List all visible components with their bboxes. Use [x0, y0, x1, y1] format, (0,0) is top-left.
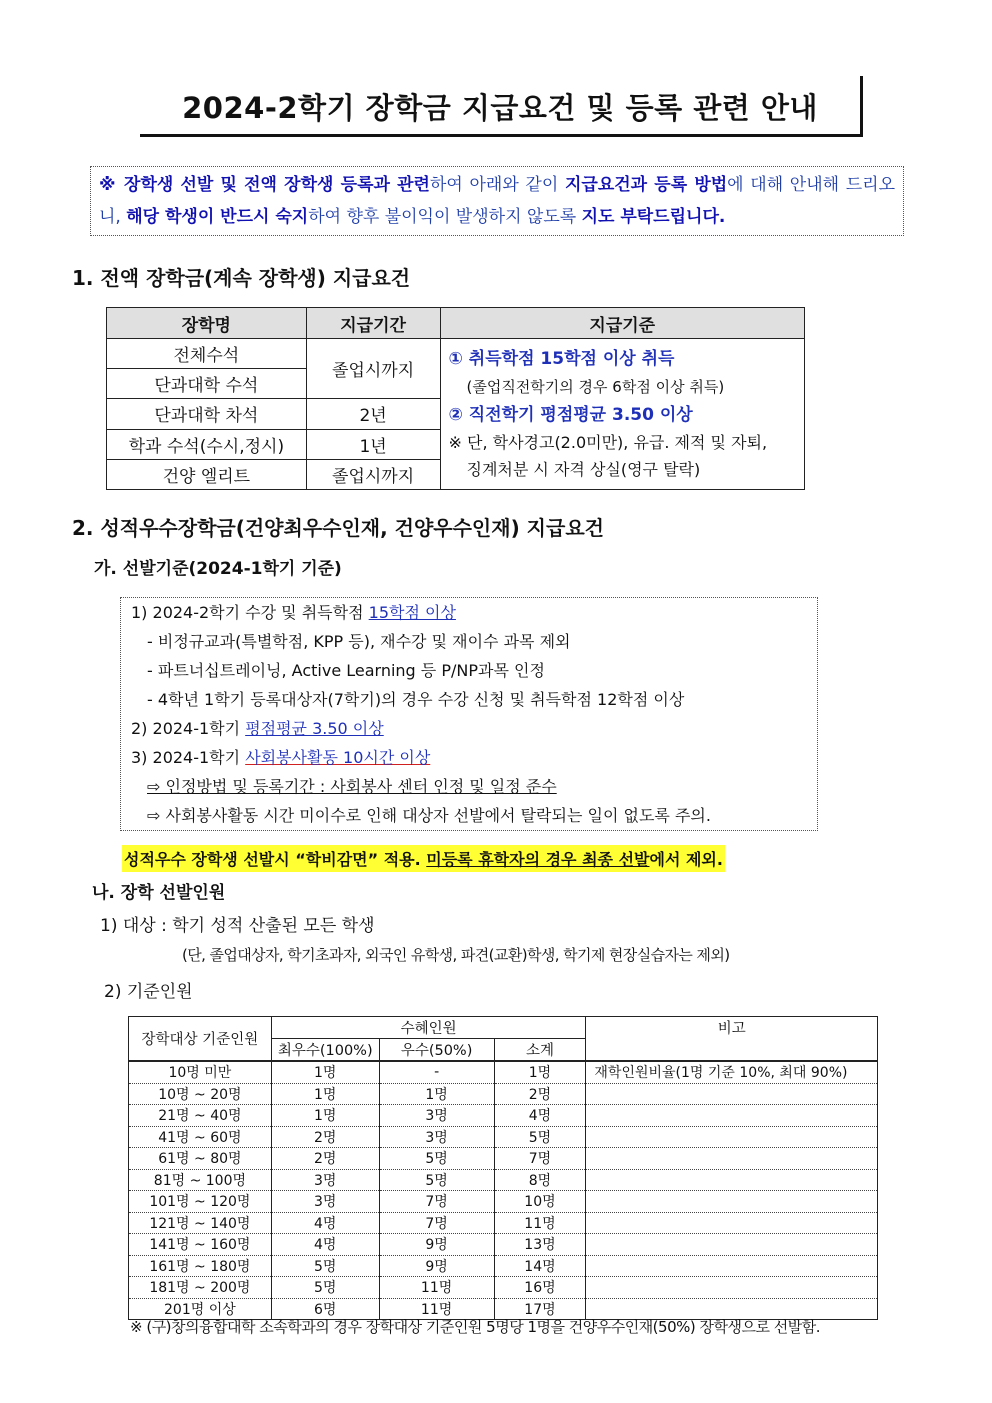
table-row	[129, 1148, 878, 1170]
col-header-subtotal: 소계	[494, 1039, 586, 1062]
subtotal-count: 8명	[494, 1169, 586, 1191]
notice-text: ※ 장학생 선발 및 전액 장학생 등록과 관련하여 아래와 같이 지급요건과 등록 방법에 대해 안내해 드리오니, 해당 학생이 반드시 숙지하여 향후 불이익이 발생하지 않도록 지도 부탁드립니다.	[99, 175, 896, 227]
subtotal-count: 7명	[494, 1148, 586, 1170]
scholarship-period: 졸업시까지	[306, 459, 440, 489]
table-header-row	[107, 308, 805, 339]
scholarship-name: 단과대학 수석	[107, 369, 307, 399]
top-count: 5명	[271, 1255, 379, 1277]
note-cell	[586, 1083, 878, 1105]
table-row	[129, 1191, 878, 1213]
subtotal-count: 10명	[494, 1191, 586, 1213]
excellent-count: 9명	[379, 1255, 494, 1277]
note-cell	[586, 1148, 878, 1170]
excellent-count: -	[379, 1061, 494, 1083]
criteria-item-1: 1) 2024-2학기 수강 및 취득학점 15학점 이상	[131, 603, 456, 622]
note-cell	[586, 1169, 878, 1191]
note-cell	[586, 1105, 878, 1127]
note-cell	[586, 1255, 878, 1277]
highlight-note: 성적우수 장학생 선발시 “학비감면” 적용. 미등록 휴학자의 경우 최종 선발에서 제외.	[122, 845, 725, 872]
base-range: 10명 미만	[129, 1061, 272, 1083]
quota-label: 2) 기준인원	[104, 982, 193, 1002]
scholarship-period: 졸업시까지	[306, 339, 440, 399]
criterion-disqualify: ※ 단, 학사경고(2.0미만), 유급. 제적 및 자퇴,	[448, 433, 768, 452]
col-header-name: 장학명	[107, 308, 307, 339]
top-count: 1명	[271, 1061, 379, 1083]
base-range: 61명 ~ 80명	[129, 1148, 272, 1170]
criteria-item-1c: - 4학년 1학기 등록대상자(7학기)의 경우 수강 신청 및 취득학점 12학점 이상	[147, 690, 685, 709]
section1-heading: 1. 전액 장학금(계속 장학생) 지급요건	[72, 266, 411, 290]
criteria-arrow-2: ⇨ 사회봉사활동 시간 미이수로 인해 대상자 선발에서 탈락되는 일이 없도록 주의.	[147, 806, 711, 825]
target-line: 1) 대상 : 학기 성적 산출된 모든 학생	[100, 916, 375, 936]
table-row	[129, 1212, 878, 1234]
table-row	[129, 1169, 878, 1191]
col-header-criteria: 지급기준	[440, 308, 805, 339]
selection-criteria-box	[120, 597, 818, 831]
top-count: 4명	[271, 1212, 379, 1234]
note-cell: 재학인원비율(1명 기준 10%, 최대 90%)	[586, 1061, 878, 1083]
top-count: 2명	[271, 1126, 379, 1148]
excellent-count: 5명	[379, 1169, 494, 1191]
excellent-count: 11명	[379, 1298, 494, 1320]
section2-heading: 2. 성적우수장학금(건양최우수인재, 건양우수인재) 지급요건	[72, 516, 604, 540]
footnote: ※ (구)창의융합대학 소속학과의 경우 장학대상 기준인원 5명당 1명을 건양우수인재(50%) 장학생으로 선발함.	[130, 1318, 820, 1336]
note-cell	[586, 1126, 878, 1148]
criteria-cell	[440, 339, 805, 490]
criterion-credits: ① 취득학점 15학점 이상 취득	[448, 349, 675, 369]
base-range: 161명 ~ 180명	[129, 1255, 272, 1277]
top-count: 3명	[271, 1191, 379, 1213]
base-range: 201명 이상	[129, 1298, 272, 1320]
scholarship-period: 1년	[306, 429, 440, 459]
top-count: 5명	[271, 1277, 379, 1299]
base-range: 101명 ~ 120명	[129, 1191, 272, 1213]
subtotal-count: 1명	[494, 1061, 586, 1083]
excellent-count: 11명	[379, 1277, 494, 1299]
col-header-note: 비고	[586, 1017, 878, 1062]
subtotal-count: 13명	[494, 1234, 586, 1256]
excellent-count: 1명	[379, 1083, 494, 1105]
criteria-item-3: 3) 2024-1학기 사회봉사활동 10시간 이상	[131, 748, 431, 767]
criteria-item-1b: - 파트너십트레이닝, Active Learning 등 P/NP과목 인정	[147, 661, 545, 680]
excellent-count: 3명	[379, 1105, 494, 1127]
base-range: 21명 ~ 40명	[129, 1105, 272, 1127]
col-header-excellent: 우수(50%)	[379, 1039, 494, 1062]
base-range: 121명 ~ 140명	[129, 1212, 272, 1234]
base-range: 10명 ~ 20명	[129, 1083, 272, 1105]
top-count: 4명	[271, 1234, 379, 1256]
scholarship-period: 2년	[306, 399, 440, 429]
base-range: 181명 ~ 200명	[129, 1277, 272, 1299]
base-range: 141명 ~ 160명	[129, 1234, 272, 1256]
scholarship-name: 건양 엘리트	[107, 459, 307, 489]
table-row	[129, 1126, 878, 1148]
table-row	[129, 1255, 878, 1277]
excellent-count: 7명	[379, 1191, 494, 1213]
table-row	[107, 339, 805, 369]
table-row	[129, 1061, 878, 1083]
subtotal-count: 11명	[494, 1212, 586, 1234]
note-cell	[586, 1191, 878, 1213]
scholarship-name: 단과대학 차석	[107, 399, 307, 429]
subtotal-count: 16명	[494, 1277, 586, 1299]
page-title: 2024-2학기 장학금 지급요건 및 등록 관련 안내	[182, 91, 818, 125]
scholarship-name: 전체수석	[107, 339, 307, 369]
base-range: 81명 ~ 100명	[129, 1169, 272, 1191]
top-count: 3명	[271, 1169, 379, 1191]
criterion-gpa: ② 직전학기 평점평균 3.50 이상	[448, 405, 693, 425]
base-range: 41명 ~ 60명	[129, 1126, 272, 1148]
col-header-recipients: 수혜인원	[271, 1017, 586, 1039]
note-cell	[586, 1277, 878, 1299]
quota-table	[128, 1016, 878, 1320]
subtotal-count: 2명	[494, 1083, 586, 1105]
notice-box	[90, 166, 904, 236]
target-note: (단, 졸업대상자, 학기초과자, 외국인 유학생, 파견(교환)학생, 학기제 현장실습자는 제외)	[182, 946, 730, 964]
excellent-count: 9명	[379, 1234, 494, 1256]
note-cell	[586, 1234, 878, 1256]
subtotal-count: 5명	[494, 1126, 586, 1148]
table-row	[129, 1277, 878, 1299]
table-row	[129, 1234, 878, 1256]
criteria-item-2: 2) 2024-1학기 평점평균 3.50 이상	[131, 719, 384, 738]
top-count: 1명	[271, 1105, 379, 1127]
subsection-b-heading: 나. 장학 선발인원	[92, 883, 226, 903]
subsection-a-heading: 가. 선발기준(2024-1학기 기준)	[94, 559, 342, 579]
subtotal-count: 14명	[494, 1255, 586, 1277]
top-count: 1명	[271, 1083, 379, 1105]
top-count: 2명	[271, 1148, 379, 1170]
criteria-arrow-1: ⇨ 인정방법 및 등록기간 : 사회봉사 센터 인정 및 일정 준수	[147, 777, 557, 796]
criterion-disqualify-2: 징계처분 시 자격 상실(영구 탈락)	[466, 460, 701, 479]
criteria-item-1a: - 비정규교과(특별학점, KPP 등), 재수강 및 재이수 과목 제외	[147, 632, 571, 651]
table-row	[129, 1083, 878, 1105]
quota-header-row	[129, 1017, 878, 1039]
excellent-count: 3명	[379, 1126, 494, 1148]
note-cell	[586, 1212, 878, 1234]
full-scholarship-table	[106, 307, 805, 490]
col-header-top: 최우수(100%)	[271, 1039, 379, 1062]
excellent-count: 7명	[379, 1212, 494, 1234]
subtotal-count: 4명	[494, 1105, 586, 1127]
subtotal-count: 17명	[494, 1298, 586, 1320]
table-row	[129, 1105, 878, 1127]
col-header-period: 지급기간	[306, 308, 440, 339]
top-count: 6명	[271, 1298, 379, 1320]
scholarship-name: 학과 수석(수시,정시)	[107, 429, 307, 459]
excellent-count: 5명	[379, 1148, 494, 1170]
col-header-base: 장학대상 기준인원	[129, 1017, 272, 1062]
criterion-credits-note: (졸업직전학기의 경우 6학점 이상 취득)	[466, 378, 725, 396]
